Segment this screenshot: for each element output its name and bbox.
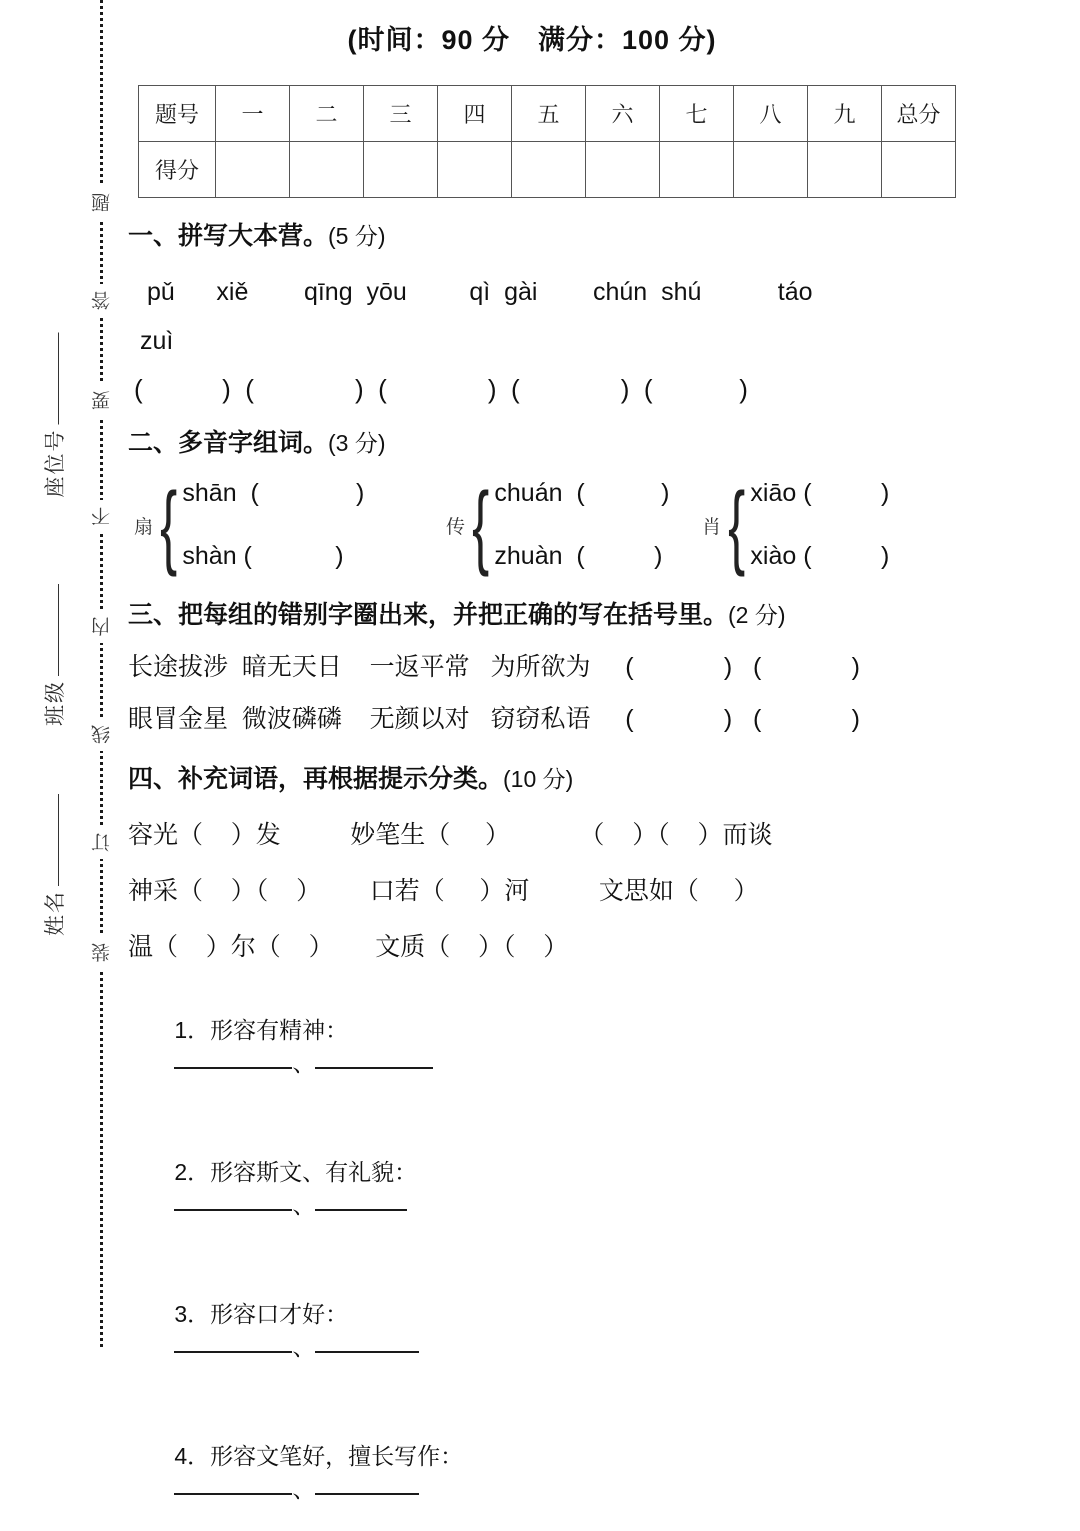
score-cell-5[interactable]: [512, 142, 586, 198]
table-row-scores: [139, 142, 956, 198]
polyphone-lines-2: [494, 479, 669, 571]
section-3-points: (2 分): [728, 602, 786, 628]
section-4-item-4-blank-b[interactable]: [315, 1493, 419, 1495]
table-row-question-numbers: [139, 86, 956, 142]
section-4-item-1-number: 1．: [174, 1017, 211, 1043]
section-1-title: [128, 216, 1062, 252]
name-rule[interactable]: [58, 794, 59, 886]
dot-label-7: 装: [88, 936, 116, 969]
section-4-item-1-blank-a[interactable]: [174, 1067, 292, 1069]
section-4-item-4-number: 4．: [174, 1443, 211, 1469]
score-table: [138, 85, 956, 198]
score-table-col-4: 四: [438, 86, 512, 142]
polyphone-reading-1-bottom[interactable]: shàn ( ): [182, 542, 344, 570]
score-table-col-9: 九: [808, 86, 882, 142]
polyphone-reading-3-bottom[interactable]: xiào ( ): [750, 542, 890, 570]
score-table-label-score: 得分: [139, 142, 216, 198]
polyphone-char-1: 扇: [134, 516, 154, 538]
brace-icon-3: {: [728, 472, 746, 578]
score-cell-6[interactable]: [586, 142, 660, 198]
section-4-item-1-blank-b[interactable]: [315, 1067, 433, 1069]
student-info-column: [26, 0, 82, 1347]
polyphone-lines-3: [750, 479, 889, 571]
section-4-item-3-blank-a[interactable]: [174, 1351, 292, 1353]
section-3-row-1[interactable]: 长途拔涉 暗无天日 一返平常 为所欲为 ( ) ( ): [128, 653, 860, 681]
score-cell-8[interactable]: [734, 142, 808, 198]
score-cell-7[interactable]: [660, 142, 734, 198]
section-4-sep-1: 、: [292, 1050, 316, 1076]
score-cell-total[interactable]: [882, 142, 956, 198]
brace-icon-2: {: [472, 472, 490, 578]
section-4-points: (10 分): [503, 766, 574, 792]
score-table-col-total: 总分: [882, 86, 956, 142]
section-4-item-3-blank-b[interactable]: [315, 1351, 419, 1353]
exam-content: [122, 0, 1062, 1502]
polyphone-char-3: 肖: [702, 516, 722, 538]
dot-label-5: 线: [88, 718, 116, 751]
section-4-item-4-blank-a[interactable]: [174, 1493, 292, 1495]
section-4-item-3-number: 3．: [174, 1301, 211, 1327]
section-4-title: [128, 759, 1062, 795]
score-table-col-6: 六: [586, 86, 660, 142]
score-table-label-question: 题号: [139, 86, 216, 142]
score-cell-2[interactable]: [290, 142, 364, 198]
section-4-item-4: [136, 1411, 1062, 1531]
section-4-word-row-1[interactable]: 容光（ ）发 妙笔生（ ） （ ）（ ）而谈: [128, 821, 773, 849]
section-4-sep-4: 、: [292, 1476, 316, 1502]
polyphone-reading-1-top[interactable]: shān ( ): [182, 479, 365, 507]
section-4-item-1-text: 形容有精神：: [210, 1017, 349, 1043]
score-cell-1[interactable]: [216, 142, 290, 198]
section-3-title: [128, 595, 1062, 631]
section-4-sep-3: 、: [292, 1334, 316, 1360]
section-4-item-2: [136, 1127, 1062, 1247]
section-4-item-1: [136, 985, 1062, 1105]
section-4-item-4-text: 形容文笔好，擅长写作：: [210, 1443, 464, 1469]
polyphone-group-xiao: [702, 473, 889, 577]
dot-label-2: 要: [88, 384, 116, 417]
section-4-sep-2: 、: [292, 1192, 316, 1218]
section-4-item-2-number: 2．: [174, 1159, 211, 1185]
dot-label-4: 内: [88, 610, 116, 643]
section-1-answer-blanks[interactable]: ( ) ( ) ( ) ( ) ( ): [134, 374, 748, 404]
score-cell-9[interactable]: [808, 142, 882, 198]
section-1-pinyin-line-2: zuì: [140, 327, 174, 355]
section-2-heading: 二、多音字组词。: [128, 429, 329, 457]
section-1-heading: 一、拼写大本营。: [128, 222, 329, 250]
polyphone-reading-3-top[interactable]: xiāo ( ): [750, 479, 890, 507]
polyphone-lines-1: [182, 479, 364, 571]
dot-label-0: 题: [88, 186, 116, 219]
polyphone-group-shan: [134, 473, 364, 577]
section-4-heading: 四、补充词语，再根据提示分类。: [128, 765, 504, 793]
section-3-heading: 三、把每组的错别字圈出来，并把正确的写在括号里。: [128, 601, 729, 629]
exam-time-score-header: (时间：90 分 满分：100 分): [347, 25, 717, 55]
seat-number-rule[interactable]: [58, 333, 59, 425]
score-cell-4[interactable]: [438, 142, 512, 198]
polyphone-reading-2-bottom[interactable]: zhuàn ( ): [494, 542, 663, 570]
section-4-word-row-2[interactable]: 神采（ ）（ ） 口若（ ）河 文思如（ ）: [128, 877, 759, 905]
score-table-col-3: 三: [364, 86, 438, 142]
section-2-points: (3 分): [328, 430, 386, 456]
score-table-col-1: 一: [216, 86, 290, 142]
class-label: 班级: [44, 680, 67, 726]
score-table-col-2: 二: [290, 86, 364, 142]
polyphone-char-2: 传: [446, 516, 466, 538]
score-cell-3[interactable]: [364, 142, 438, 198]
score-table-col-8: 八: [734, 86, 808, 142]
seat-number-field[interactable]: [39, 333, 69, 498]
section-1-pinyin-line-1: pǔ xiě qīng yōu qì gài chún shú táo: [140, 278, 813, 306]
dot-label-6: 订: [88, 826, 116, 859]
brace-icon-1: {: [160, 472, 178, 578]
section-1-points: (5 分): [328, 223, 386, 249]
polyphone-group-chuan: [446, 473, 669, 577]
polyphone-groups: [128, 473, 1062, 577]
section-2-title: [128, 423, 1062, 459]
seat-number-label: 座位号: [44, 428, 67, 498]
section-4-item-2-text: 形容斯文、有礼貌：: [210, 1159, 418, 1185]
score-table-col-5: 五: [512, 86, 586, 142]
section-4-item-3-text: 形容口才好：: [210, 1301, 349, 1327]
dot-label-3: 不: [88, 500, 116, 533]
name-label: 姓名: [44, 890, 67, 936]
section-4-item-2-blank-a[interactable]: [174, 1209, 292, 1211]
class-rule[interactable]: [58, 584, 59, 676]
section-4-word-row-3[interactable]: 温（ ）尔（ ） 文质（ ）（ ）: [128, 933, 569, 961]
score-table-col-7: 七: [660, 86, 734, 142]
section-4-item-3: [136, 1269, 1062, 1389]
class-field[interactable]: [39, 584, 69, 726]
name-field[interactable]: [39, 794, 69, 936]
section-3-row-2[interactable]: 眼冒金星 微波磷磷 无颜以对 窃窃私语 ( ) ( ): [128, 705, 860, 733]
section-4-item-2-blank-b[interactable]: [315, 1209, 407, 1211]
dot-label-1: 答: [88, 284, 116, 317]
polyphone-reading-2-top[interactable]: chuán ( ): [494, 479, 670, 507]
